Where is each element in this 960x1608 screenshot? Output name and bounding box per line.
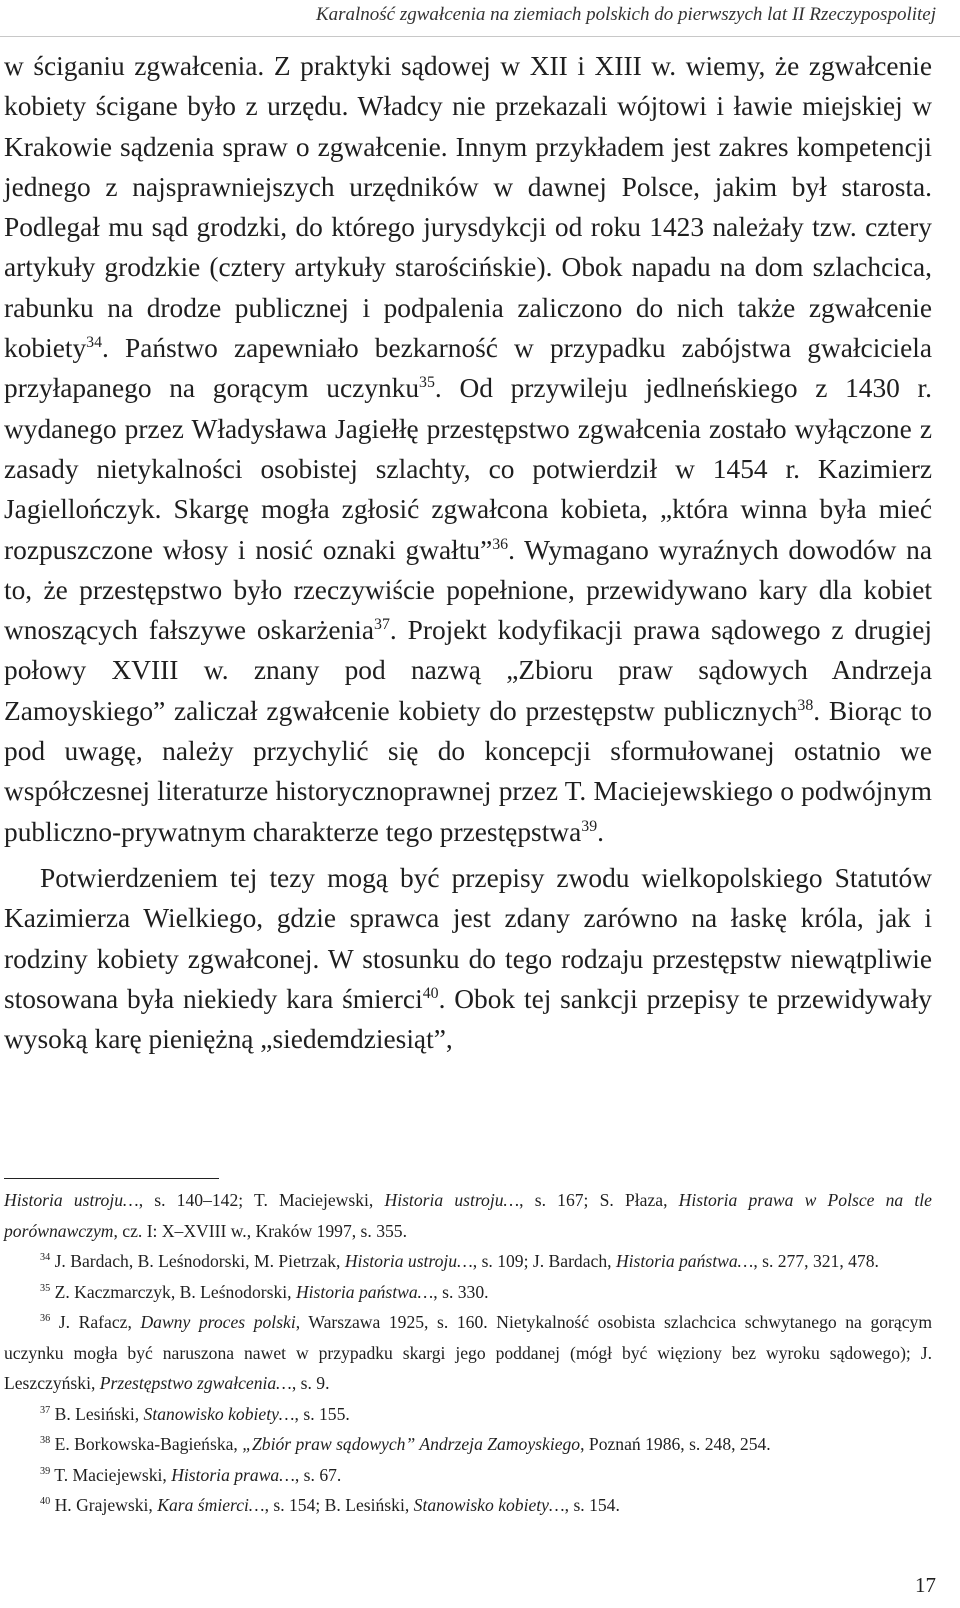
footnote-ref-40[interactable]: 40: [422, 984, 439, 1002]
text-run: .: [597, 816, 604, 847]
text-run: . Projekt kodyfikacji prawa sądowego z drugiej połowy XVIII w. znany pod nazwą „Zbioru praw sądowych Andrzeja Zamoyskiego” zaliczał zgwałcenie kobiety do przestępstw publicznych: [4, 615, 932, 726]
citation-title: Stanowisko kobiety…: [143, 1403, 295, 1424]
text-run: , s. 154.: [564, 1495, 620, 1515]
footnote-ref-36[interactable]: 36: [492, 535, 509, 553]
text-run: , s. 109; J. Bardach,: [472, 1251, 616, 1271]
text-run: . Wymagano wyraźnych dowodów na to, że przestępstwo było rzeczywiście popełnione, przewidywano kary dla kobiet wnoszących fałszywe oskarżenia: [4, 534, 932, 646]
footnote-number: 39: [40, 1465, 51, 1477]
footnote-number: 37: [40, 1404, 51, 1416]
citation-title: Historia prawa w Polsce na tle porównawczym: [4, 1190, 932, 1241]
text-run: B. Lesiński,: [50, 1403, 144, 1424]
citation-title: Historia ustroju…: [4, 1190, 139, 1210]
footnote-39: [4, 1460, 932, 1491]
citation-title: Historia państwa…: [295, 1281, 434, 1302]
footnote-36: [4, 1307, 932, 1399]
footnote-continuation: [4, 1185, 932, 1246]
citation-title: Przestępstwo zgwałcenia…: [99, 1373, 292, 1393]
main-text: [4, 46, 932, 1059]
citation-title: Kara śmierci…: [157, 1495, 265, 1515]
text-run: . Państwo zapewniało bezkarność w przypadku zabójstwa gwałciciela przyłapanego na gorącym uczynku: [4, 333, 932, 404]
text-run: , s. 67.: [294, 1464, 342, 1485]
paragraph-1: [4, 46, 932, 858]
citation-title: Historia ustroju…: [384, 1190, 520, 1210]
text-run: . Obok tej sankcji przepisy te przewidywały wysoką karę pieniężną „siedemdziesiąt”,: [4, 983, 932, 1055]
citation-title: Historia państwa…: [615, 1251, 754, 1271]
citation-title: Dawny proces polski: [140, 1312, 296, 1332]
text-run: , s. 155.: [294, 1403, 350, 1424]
citation-title: Historia ustroju…: [344, 1251, 473, 1271]
text-run: H. Grajewski,: [50, 1495, 158, 1515]
footnote-34: [4, 1246, 932, 1277]
page-number: 17: [915, 1573, 936, 1597]
text-run: . Biorąc to pod uwagę, należy przychylić się do koncepcji sformułowanej ostatnio we współczesnej literaturze historycznoprawnej przez T. Maciejewskiego o podwójnym publiczno-prywatnym charakterze tego przestępstwa: [4, 695, 932, 847]
footnote-number: 40: [40, 1496, 51, 1508]
paragraph-2: [4, 858, 932, 1059]
text-run: , cz. I: X–XVIII w., Kraków 1997, s. 355.: [113, 1220, 407, 1241]
text-run: w ściganiu zgwałcenia. Z praktyki sądowej w XII i XIII w. wiemy, że zgwałcenie kobiety ścigane było z urzędu. Władcy nie przekazali wójtowi i ławie miejskiej w Krakowie sądzenia spraw o zgwałcenie. Innym przykładem jest zakres kompetencji jednego z najsprawniejszych urzędników w dawnej Polsce, jakim był starosta. Podlegał mu sąd grodzki, do którego jurysdykcji od roku 1423 należały tzw. cztery artykuły grodzkie (cztery artykuły starościńskie). Obok napadu na dom szlachcica, rabunku na drodze publicznej i podpalenia zaliczono do nich także zgwałcenie kobiety: [4, 51, 932, 364]
text-run: Z. Kaczmarczyk, B. Leśnodorski,: [50, 1281, 296, 1302]
footnote-ref-34[interactable]: 34: [86, 333, 103, 351]
footnote-ref-37[interactable]: 37: [374, 616, 390, 634]
footnote-number: 35: [40, 1282, 51, 1294]
citation-title: Stanowisko kobiety…: [413, 1495, 565, 1515]
text-run: Potwierdzeniem tej tezy mogą być przepisy zwodu wielkopolskiego Statutów Kazimierza Wielkiego, gdzie sprawca jest zdany zarówno na łaskę króla, jak i rodziny kobiety zgwałconej. W stosunku do tego rodzaju przestępstw niewątpliwie stosowana była niekiedy kara śmierci: [4, 862, 932, 1014]
footnote-37: [4, 1399, 932, 1430]
footnote-40: [4, 1490, 932, 1521]
citation-title: Historia prawa…: [171, 1464, 295, 1485]
header-rule: [0, 36, 960, 37]
text-run: , s. 330.: [433, 1281, 489, 1302]
text-run: , s. 154; B. Lesiński,: [264, 1495, 414, 1515]
footnote-number: 36: [40, 1313, 51, 1325]
text-run: J. Rafacz,: [50, 1312, 141, 1332]
text-run: , Warszawa 1925, s. 160. Nietykalność osobista szlachcica schwytanego na gorącym uczynku mogła być naruszona nawet w przypadku skargi jego poddanej (mógł być więziony bez wyroku sądowego); J. Leszczyński,: [4, 1312, 932, 1393]
running-header: Karalność zgwałcenia na ziemiach polskich do pierwszych lat II Rzeczypospolitej: [315, 4, 936, 25]
footnotes: [4, 1185, 932, 1521]
footnote-separator: [4, 1178, 219, 1179]
footnote-number: 34: [40, 1252, 51, 1264]
footnote-38: [4, 1429, 932, 1460]
text-run: , Poznań 1986, s. 248, 254.: [580, 1434, 771, 1454]
text-run: , s. 9.: [291, 1373, 330, 1393]
text-run: E. Borkowska-Bagieńska,: [50, 1434, 243, 1454]
footnote-ref-38[interactable]: 38: [797, 696, 814, 714]
text-run: T. Maciejewski,: [50, 1464, 172, 1485]
text-run: J. Bardach, B. Leśnodorski, M. Pietrzak,: [50, 1251, 345, 1271]
footnote-number: 38: [40, 1435, 51, 1447]
footnote-ref-35[interactable]: 35: [419, 374, 435, 392]
text-run: . Od przywileju jedlneńskiego z 1430 r. wydanego przez Władysława Jagiełłę przestępstwo zgwałcenia zostało wyłączone z zasady nietykalności osobistej szlachty, co potwierdził w 1454 r. Kazimierz Jagiellończyk. Skargę mogła zgłosić zgwałcona kobieta, „która winna była mieć rozpuszczone włosy i nosić oznaki gwałtu”: [4, 373, 932, 565]
footnote-ref-39[interactable]: 39: [581, 817, 598, 835]
citation-title: „Zbiór praw sądowych” Andrzeja Zamoyskiego: [242, 1434, 581, 1454]
text-run: , s. 140–142; T. Maciejewski,: [138, 1190, 385, 1210]
text-run: , s. 277, 321, 478.: [753, 1251, 879, 1271]
footnote-35: [4, 1277, 932, 1308]
text-run: , s. 167; S. Płaza,: [519, 1190, 679, 1210]
